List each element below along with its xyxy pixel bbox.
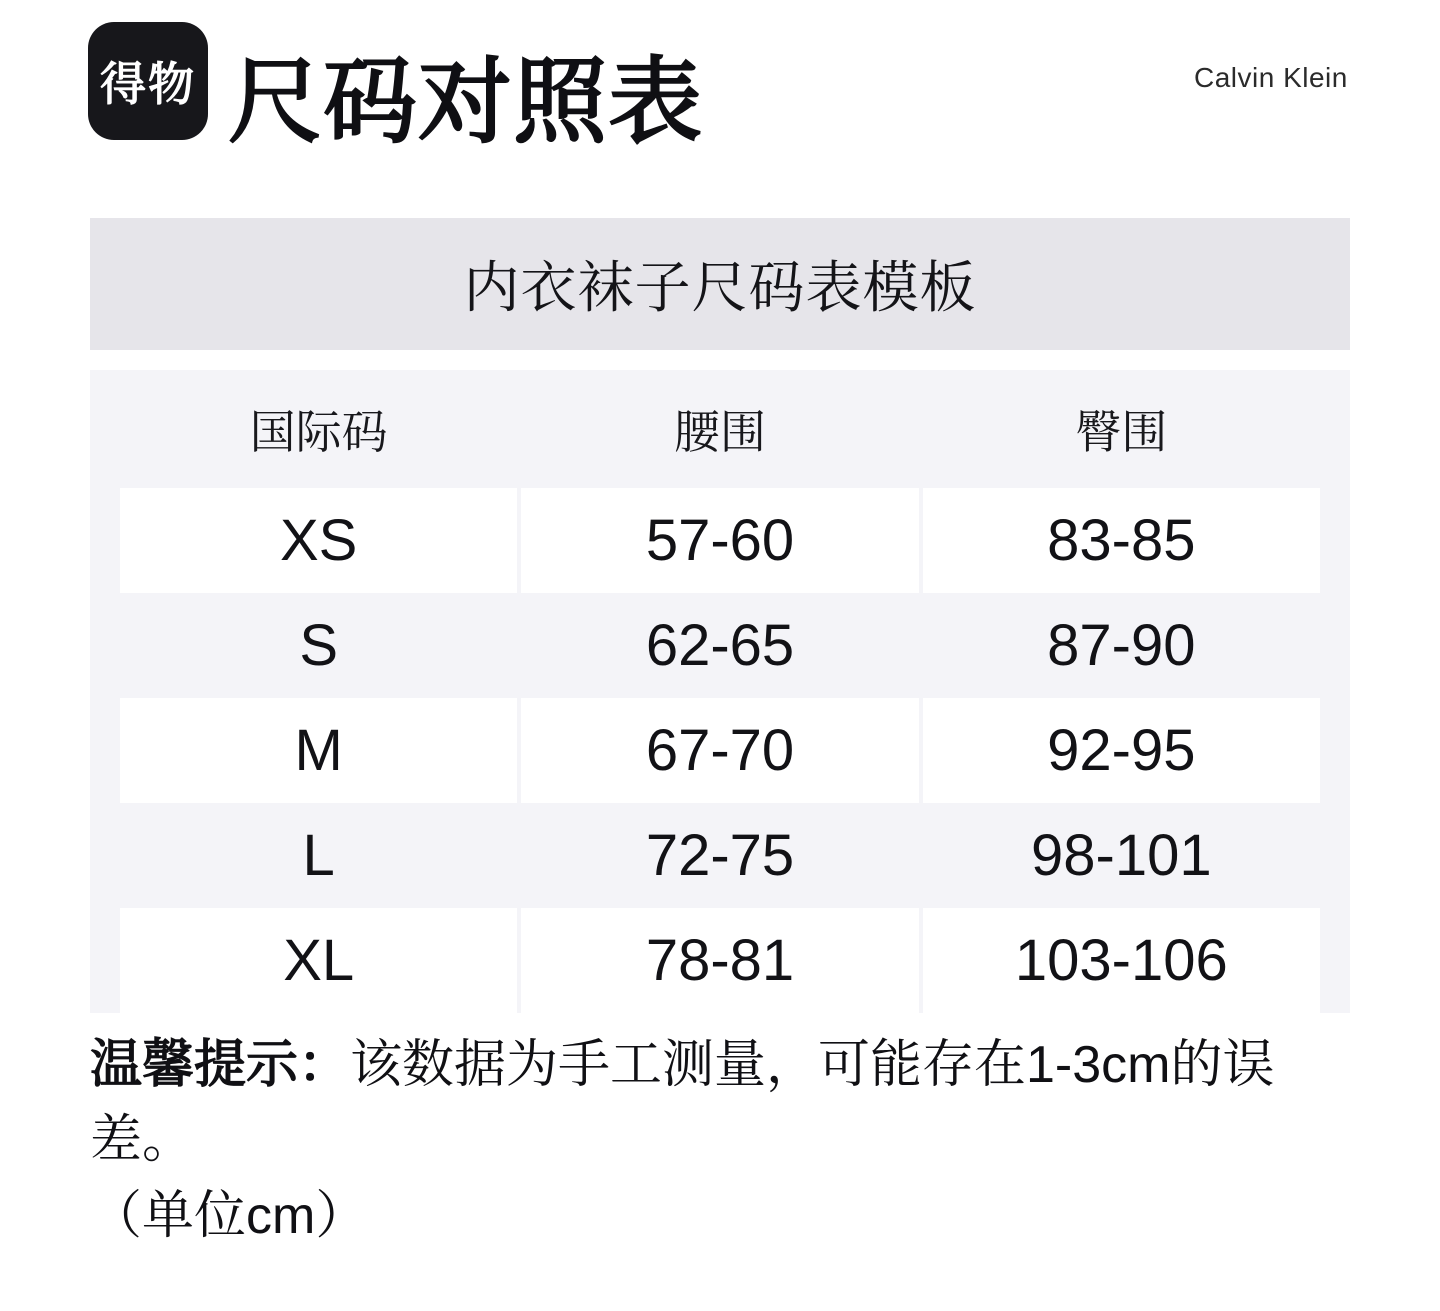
brand-logo-calvin-klein: Calvin Klein <box>1194 62 1348 93</box>
table-banner-title: 内衣袜子尺码表模板 <box>463 256 977 319</box>
size-table-header-row <box>120 370 1320 488</box>
hip-cell: 103-106 <box>923 908 1320 1013</box>
measurement-note <box>90 1028 1370 1254</box>
size-cell: L <box>302 823 335 888</box>
table-banner <box>90 218 1350 350</box>
hip-cell: 83-85 <box>923 488 1320 593</box>
dewu-logo <box>88 22 208 140</box>
waist-cell: 72-75 <box>645 823 795 888</box>
dewu-logo-text: 得物 <box>100 58 196 110</box>
size-cell: XS <box>120 488 517 593</box>
column-header-waist: 腰围 <box>673 406 766 458</box>
note-unit: （单位cm） <box>90 1186 368 1245</box>
size-table <box>90 370 1350 1013</box>
waist-cell: 67-70 <box>521 698 918 803</box>
hip-cell: 87-90 <box>1047 613 1196 678</box>
size-cell: M <box>120 698 517 803</box>
size-cell: XL <box>120 908 517 1013</box>
hip-cell: 92-95 <box>923 698 1320 803</box>
waist-cell: 62-65 <box>645 613 795 678</box>
table-row <box>120 803 1320 908</box>
table-row <box>120 698 1320 803</box>
note-label: 温馨提示： <box>90 1036 351 1094</box>
waist-cell: 57-60 <box>521 488 918 593</box>
table-row <box>120 593 1320 698</box>
page-title: 尺码对照表 <box>228 49 704 154</box>
column-header-intl-size: 国际码 <box>249 406 388 458</box>
size-cell: S <box>299 613 338 678</box>
table-row <box>120 908 1320 1013</box>
note-text: 该数据为手工测量，可能存在1-3cm的误差。 <box>90 1036 1275 1170</box>
waist-cell: 78-81 <box>521 908 918 1013</box>
column-header-hip: 臀围 <box>1075 406 1168 458</box>
hip-cell: 98-101 <box>1031 823 1212 888</box>
table-row <box>120 488 1320 593</box>
